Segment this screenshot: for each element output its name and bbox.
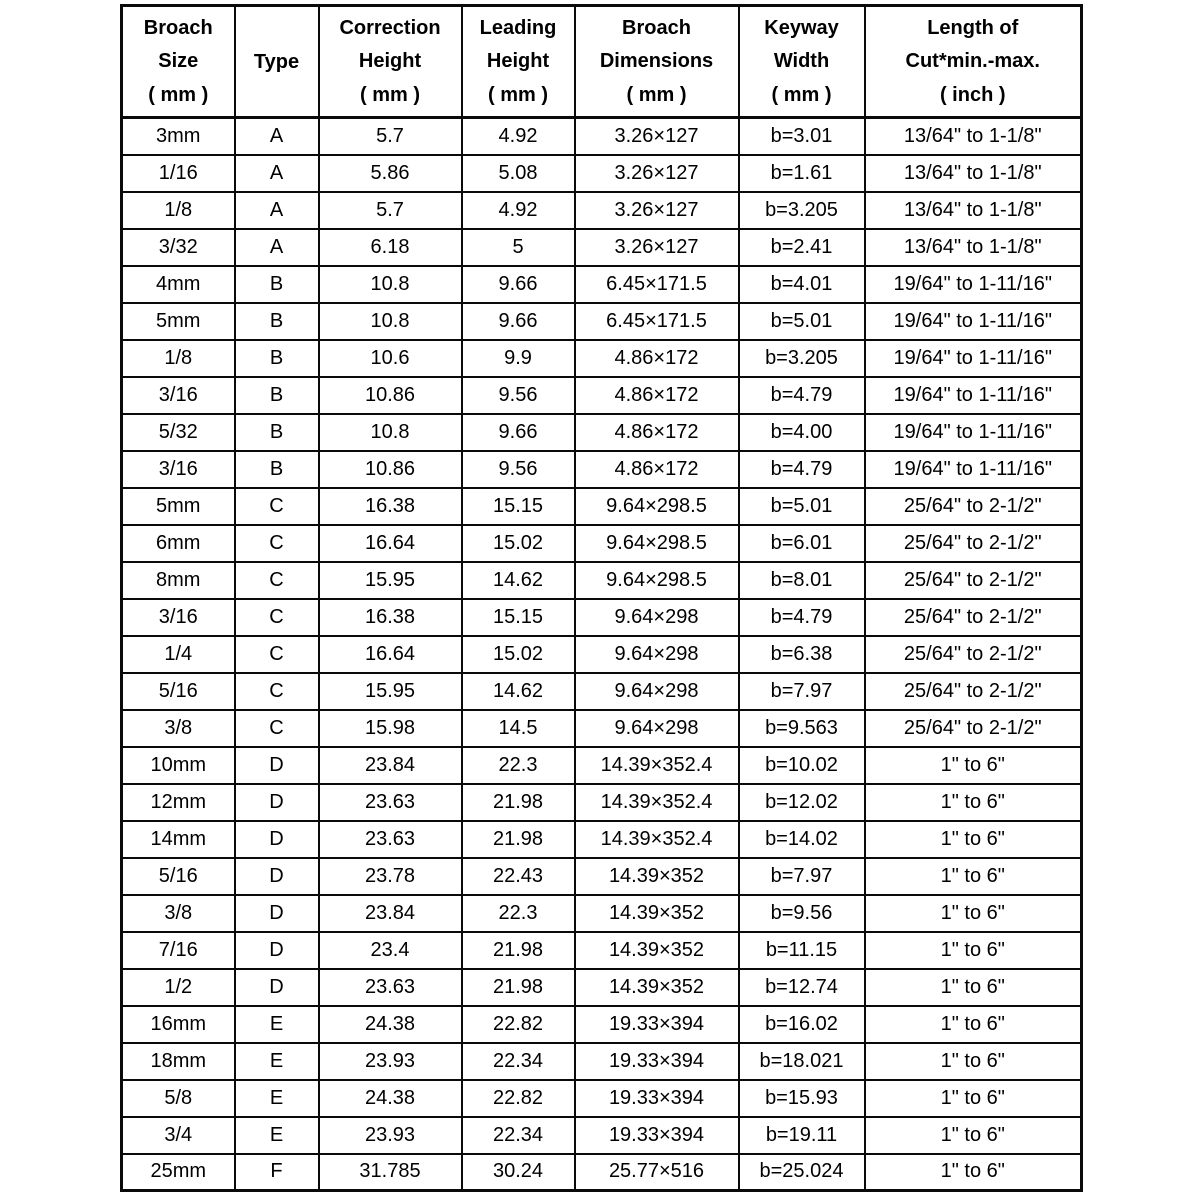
table-cell-broach_size: 3/8: [122, 895, 235, 932]
table-cell-leading_height: 15.15: [462, 599, 575, 636]
table-cell-broach_dimensions: 19.33×394: [575, 1006, 739, 1043]
table-cell-keyway_width: b=2.41: [739, 229, 865, 266]
table-cell-correction_height: 10.8: [319, 414, 462, 451]
table-cell-leading_height: 9.66: [462, 303, 575, 340]
table-cell-type: A: [235, 118, 319, 155]
table-cell-keyway_width: b=16.02: [739, 1006, 865, 1043]
table-cell-keyway_width: b=5.01: [739, 488, 865, 525]
table-cell-leading_height: 30.24: [462, 1154, 575, 1191]
table-cell-type: C: [235, 562, 319, 599]
table-cell-length_of_cut: 1" to 6": [865, 1006, 1082, 1043]
table-cell-length_of_cut: 19/64" to 1-11/16": [865, 303, 1082, 340]
table-cell-correction_height: 23.63: [319, 969, 462, 1006]
table-cell-leading_height: 14.62: [462, 673, 575, 710]
broach-spec-table: [120, 4, 1083, 1192]
table-cell-type: C: [235, 599, 319, 636]
header-line: Broach: [622, 16, 691, 39]
table-cell-type: C: [235, 488, 319, 525]
table-row: [122, 118, 1082, 155]
table-row: [122, 673, 1082, 710]
table-cell-correction_height: 23.84: [319, 895, 462, 932]
table-row: [122, 451, 1082, 488]
table-cell-correction_height: 5.86: [319, 155, 462, 192]
table-cell-correction_height: 6.18: [319, 229, 462, 266]
table-row: [122, 1043, 1082, 1080]
table-cell-length_of_cut: 25/64" to 2-1/2": [865, 636, 1082, 673]
table-cell-correction_height: 10.8: [319, 303, 462, 340]
table-cell-keyway_width: b=4.79: [739, 599, 865, 636]
table-cell-broach_dimensions: 3.26×127: [575, 229, 739, 266]
header-stack: [320, 7, 461, 116]
table-header: [122, 6, 1082, 118]
table-cell-correction_height: 31.785: [319, 1154, 462, 1191]
header-line: Dimensions: [599, 50, 714, 73]
table-cell-broach_dimensions: 14.39×352: [575, 969, 739, 1006]
table-cell-type: D: [235, 858, 319, 895]
table-cell-broach_size: 3/16: [122, 599, 235, 636]
table-cell-broach_size: 3/16: [122, 451, 235, 488]
table-cell-broach_size: 18mm: [122, 1043, 235, 1080]
table-row: [122, 1117, 1082, 1154]
table-cell-type: D: [235, 821, 319, 858]
table-cell-broach_size: 1/16: [122, 155, 235, 192]
header-line: ( mm ): [360, 84, 420, 107]
table-cell-broach_dimensions: 6.45×171.5: [575, 303, 739, 340]
table-cell-broach_dimensions: 4.86×172: [575, 414, 739, 451]
table-cell-keyway_width: b=4.01: [739, 266, 865, 303]
table-cell-correction_height: 24.38: [319, 1006, 462, 1043]
table-cell-keyway_width: b=18.021: [739, 1043, 865, 1080]
table-cell-length_of_cut: 1" to 6": [865, 1043, 1082, 1080]
table-cell-keyway_width: b=3.01: [739, 118, 865, 155]
table-cell-keyway_width: b=8.01: [739, 562, 865, 599]
table-cell-broach_size: 6mm: [122, 525, 235, 562]
table-cell-broach_dimensions: 6.45×171.5: [575, 266, 739, 303]
table-row: [122, 636, 1082, 673]
table-cell-type: B: [235, 340, 319, 377]
table-row: [122, 599, 1082, 636]
header-line: Leading: [479, 16, 557, 39]
header-stack: [463, 7, 574, 116]
table-cell-broach_dimensions: 3.26×127: [575, 192, 739, 229]
table-cell-length_of_cut: 25/64" to 2-1/2": [865, 525, 1082, 562]
table-cell-type: C: [235, 636, 319, 673]
header-line: Length of: [927, 16, 1019, 39]
table-cell-correction_height: 23.63: [319, 821, 462, 858]
table-cell-leading_height: 22.3: [462, 895, 575, 932]
header-row: [122, 6, 1082, 118]
table-cell-length_of_cut: 1" to 6": [865, 1117, 1082, 1154]
table-cell-correction_height: 10.8: [319, 266, 462, 303]
table-cell-keyway_width: b=5.01: [739, 303, 865, 340]
table-cell-keyway_width: b=9.563: [739, 710, 865, 747]
table-cell-broach_dimensions: 9.64×298: [575, 636, 739, 673]
table-cell-leading_height: 22.82: [462, 1006, 575, 1043]
table-cell-correction_height: 23.93: [319, 1117, 462, 1154]
header-line: ( inch ): [939, 84, 1006, 107]
table-cell-type: A: [235, 155, 319, 192]
table-cell-keyway_width: b=15.93: [739, 1080, 865, 1117]
table-cell-keyway_width: b=10.02: [739, 747, 865, 784]
table-row: [122, 303, 1082, 340]
table-cell-length_of_cut: 19/64" to 1-11/16": [865, 266, 1082, 303]
table-cell-correction_height: 15.95: [319, 673, 462, 710]
table-cell-keyway_width: b=9.56: [739, 895, 865, 932]
table-cell-correction_height: 23.63: [319, 784, 462, 821]
table-cell-broach_dimensions: 14.39×352.4: [575, 784, 739, 821]
table-cell-broach_dimensions: 3.26×127: [575, 118, 739, 155]
table-row: [122, 525, 1082, 562]
table-row: [122, 1154, 1082, 1191]
table-cell-broach_size: 5/16: [122, 858, 235, 895]
table-cell-broach_size: 4mm: [122, 266, 235, 303]
table-cell-keyway_width: b=4.79: [739, 451, 865, 488]
header-line: Width: [773, 50, 830, 73]
table-row: [122, 488, 1082, 525]
table-cell-broach_size: 7/16: [122, 932, 235, 969]
column-header-correction_height: [319, 6, 462, 118]
column-header-broach_size: [122, 6, 235, 118]
table-cell-broach_size: 1/8: [122, 192, 235, 229]
table-cell-type: E: [235, 1043, 319, 1080]
table-cell-broach_size: 5mm: [122, 303, 235, 340]
table-cell-broach_size: 10mm: [122, 747, 235, 784]
table-cell-broach_size: 12mm: [122, 784, 235, 821]
table-cell-type: A: [235, 192, 319, 229]
header-line: Cut*min.-max.: [905, 50, 1040, 73]
table-cell-broach_dimensions: 3.26×127: [575, 155, 739, 192]
table-cell-broach_size: 1/2: [122, 969, 235, 1006]
header-stack: [123, 7, 234, 116]
table-cell-keyway_width: b=6.38: [739, 636, 865, 673]
table-cell-length_of_cut: 1" to 6": [865, 858, 1082, 895]
table-cell-broach_size: 3mm: [122, 118, 235, 155]
table-cell-type: B: [235, 303, 319, 340]
table-cell-length_of_cut: 19/64" to 1-11/16": [865, 414, 1082, 451]
table-cell-length_of_cut: 1" to 6": [865, 895, 1082, 932]
table-cell-keyway_width: b=7.97: [739, 858, 865, 895]
table-cell-broach_size: 5mm: [122, 488, 235, 525]
table-cell-type: B: [235, 414, 319, 451]
table-cell-length_of_cut: 25/64" to 2-1/2": [865, 673, 1082, 710]
table-cell-broach_dimensions: 14.39×352: [575, 932, 739, 969]
table-cell-correction_height: 23.78: [319, 858, 462, 895]
table-row: [122, 858, 1082, 895]
table-cell-keyway_width: b=11.15: [739, 932, 865, 969]
table-cell-leading_height: 15.02: [462, 636, 575, 673]
column-header-keyway_width: [739, 6, 865, 118]
table-cell-correction_height: 5.7: [319, 192, 462, 229]
header-line: Broach: [143, 16, 213, 39]
table-row: [122, 895, 1082, 932]
table-cell-correction_height: 15.95: [319, 562, 462, 599]
header-stack: [740, 7, 864, 116]
table-cell-correction_height: 10.86: [319, 451, 462, 488]
table-cell-length_of_cut: 1" to 6": [865, 969, 1082, 1006]
table-row: [122, 562, 1082, 599]
table-cell-type: C: [235, 673, 319, 710]
table-cell-leading_height: 21.98: [462, 821, 575, 858]
table-cell-broach_dimensions: 19.33×394: [575, 1117, 739, 1154]
table-cell-leading_height: 14.62: [462, 562, 575, 599]
header-line: Height: [358, 50, 422, 73]
table-cell-leading_height: 21.98: [462, 969, 575, 1006]
table-cell-type: E: [235, 1117, 319, 1154]
table-row: [122, 710, 1082, 747]
table-cell-keyway_width: b=3.205: [739, 192, 865, 229]
header-line: Keyway: [764, 16, 839, 39]
header-line: Type: [253, 50, 300, 73]
table-cell-type: D: [235, 747, 319, 784]
header-line: ( mm ): [771, 84, 832, 107]
table-cell-type: C: [235, 710, 319, 747]
table-cell-correction_height: 23.84: [319, 747, 462, 784]
table-row: [122, 340, 1082, 377]
table-cell-broach_dimensions: 19.33×394: [575, 1043, 739, 1080]
table-row: [122, 414, 1082, 451]
table-cell-leading_height: 22.82: [462, 1080, 575, 1117]
table-cell-leading_height: 9.56: [462, 451, 575, 488]
column-header-type: [235, 6, 319, 118]
table-body: [122, 118, 1082, 1191]
header-line: Size: [158, 50, 199, 73]
table-cell-type: E: [235, 1006, 319, 1043]
table-cell-correction_height: 16.64: [319, 636, 462, 673]
table-cell-type: D: [235, 784, 319, 821]
table-row: [122, 192, 1082, 229]
header-stack: [236, 7, 318, 116]
table-cell-length_of_cut: 13/64" to 1-1/8": [865, 118, 1082, 155]
table-cell-broach_dimensions: 4.86×172: [575, 451, 739, 488]
table-cell-length_of_cut: 1" to 6": [865, 1080, 1082, 1117]
table-cell-leading_height: 9.66: [462, 266, 575, 303]
table-row: [122, 266, 1082, 303]
table-cell-correction_height: 15.98: [319, 710, 462, 747]
table-cell-broach_size: 14mm: [122, 821, 235, 858]
table-cell-leading_height: 5.08: [462, 155, 575, 192]
table-cell-broach_dimensions: 14.39×352.4: [575, 821, 739, 858]
table-cell-leading_height: 15.02: [462, 525, 575, 562]
table-cell-broach_dimensions: 9.64×298.5: [575, 488, 739, 525]
column-header-broach_dimensions: [575, 6, 739, 118]
table-cell-correction_height: 10.86: [319, 377, 462, 414]
table-row: [122, 1080, 1082, 1117]
table-cell-leading_height: 9.66: [462, 414, 575, 451]
table-cell-length_of_cut: 25/64" to 2-1/2": [865, 562, 1082, 599]
column-header-length_of_cut: [865, 6, 1082, 118]
table-cell-keyway_width: b=12.02: [739, 784, 865, 821]
table-cell-length_of_cut: 19/64" to 1-11/16": [865, 451, 1082, 488]
table-cell-type: D: [235, 932, 319, 969]
header-line: ( mm ): [148, 84, 209, 107]
table-cell-leading_height: 5: [462, 229, 575, 266]
table-cell-leading_height: 14.5: [462, 710, 575, 747]
table-cell-keyway_width: b=25.024: [739, 1154, 865, 1191]
table-cell-type: A: [235, 229, 319, 266]
table-cell-type: B: [235, 451, 319, 488]
table-cell-leading_height: 21.98: [462, 932, 575, 969]
table-cell-leading_height: 22.34: [462, 1117, 575, 1154]
table-row: [122, 747, 1082, 784]
header-line: ( mm ): [626, 84, 687, 107]
table-cell-broach_size: 8mm: [122, 562, 235, 599]
table-cell-type: B: [235, 377, 319, 414]
table-row: [122, 229, 1082, 266]
table-cell-leading_height: 4.92: [462, 118, 575, 155]
header-stack: [866, 7, 1081, 116]
table-cell-keyway_width: b=1.61: [739, 155, 865, 192]
table-row: [122, 377, 1082, 414]
table-cell-length_of_cut: 13/64" to 1-1/8": [865, 192, 1082, 229]
table-cell-leading_height: 21.98: [462, 784, 575, 821]
table-cell-correction_height: 16.38: [319, 599, 462, 636]
header-line: ( mm ): [488, 84, 548, 107]
header-line: Correction: [339, 16, 441, 39]
table-cell-type: D: [235, 969, 319, 1006]
table-cell-correction_height: 23.93: [319, 1043, 462, 1080]
table-cell-length_of_cut: 1" to 6": [865, 747, 1082, 784]
table-cell-broach_dimensions: 9.64×298: [575, 710, 739, 747]
table-cell-leading_height: 4.92: [462, 192, 575, 229]
table-row: [122, 155, 1082, 192]
table-cell-type: B: [235, 266, 319, 303]
table-cell-broach_dimensions: 14.39×352.4: [575, 747, 739, 784]
table-cell-length_of_cut: 25/64" to 2-1/2": [865, 488, 1082, 525]
table-cell-broach_size: 25mm: [122, 1154, 235, 1191]
table-cell-broach_size: 1/4: [122, 636, 235, 673]
table-row: [122, 969, 1082, 1006]
table-cell-correction_height: 24.38: [319, 1080, 462, 1117]
table-cell-length_of_cut: 1" to 6": [865, 784, 1082, 821]
table-cell-correction_height: 23.4: [319, 932, 462, 969]
table-cell-correction_height: 10.6: [319, 340, 462, 377]
table-cell-keyway_width: b=7.97: [739, 673, 865, 710]
table-cell-broach_size: 5/8: [122, 1080, 235, 1117]
table-cell-broach_size: 5/32: [122, 414, 235, 451]
table-cell-length_of_cut: 13/64" to 1-1/8": [865, 155, 1082, 192]
table-cell-length_of_cut: 1" to 6": [865, 1154, 1082, 1191]
table-cell-keyway_width: b=6.01: [739, 525, 865, 562]
table-cell-keyway_width: b=3.205: [739, 340, 865, 377]
table-cell-correction_height: 16.64: [319, 525, 462, 562]
table-cell-keyway_width: b=4.00: [739, 414, 865, 451]
table-cell-leading_height: 9.56: [462, 377, 575, 414]
table-cell-broach_size: 3/16: [122, 377, 235, 414]
table-cell-broach_size: 3/32: [122, 229, 235, 266]
table-cell-leading_height: 22.3: [462, 747, 575, 784]
table-cell-type: C: [235, 525, 319, 562]
table-cell-correction_height: 16.38: [319, 488, 462, 525]
table-cell-keyway_width: b=4.79: [739, 377, 865, 414]
header-stack: [576, 7, 738, 116]
table-row: [122, 821, 1082, 858]
table-row: [122, 932, 1082, 969]
table-row: [122, 784, 1082, 821]
table-cell-broach_dimensions: 9.64×298.5: [575, 562, 739, 599]
column-header-leading_height: [462, 6, 575, 118]
table-cell-type: E: [235, 1080, 319, 1117]
table-cell-broach_dimensions: 25.77×516: [575, 1154, 739, 1191]
table-cell-broach_dimensions: 9.64×298: [575, 599, 739, 636]
table-cell-broach_dimensions: 4.86×172: [575, 340, 739, 377]
table-cell-broach_dimensions: 19.33×394: [575, 1080, 739, 1117]
table-cell-broach_dimensions: 14.39×352: [575, 858, 739, 895]
table-cell-type: F: [235, 1154, 319, 1191]
table-cell-broach_dimensions: 4.86×172: [575, 377, 739, 414]
table-cell-keyway_width: b=12.74: [739, 969, 865, 1006]
table-cell-broach_dimensions: 9.64×298.5: [575, 525, 739, 562]
table-cell-length_of_cut: 25/64" to 2-1/2": [865, 710, 1082, 747]
table-cell-length_of_cut: 19/64" to 1-11/16": [865, 377, 1082, 414]
table-cell-broach_size: 1/8: [122, 340, 235, 377]
table-row: [122, 1006, 1082, 1043]
table-cell-broach_size: 3/8: [122, 710, 235, 747]
table-cell-length_of_cut: 25/64" to 2-1/2": [865, 599, 1082, 636]
table-cell-keyway_width: b=14.02: [739, 821, 865, 858]
table-cell-broach_dimensions: 9.64×298: [575, 673, 739, 710]
header-line: Height: [486, 50, 550, 73]
table-cell-broach_size: 16mm: [122, 1006, 235, 1043]
table-cell-keyway_width: b=19.11: [739, 1117, 865, 1154]
table-cell-leading_height: 22.34: [462, 1043, 575, 1080]
table-cell-length_of_cut: 1" to 6": [865, 821, 1082, 858]
table-cell-broach_size: 3/4: [122, 1117, 235, 1154]
table-cell-length_of_cut: 1" to 6": [865, 932, 1082, 969]
table-cell-broach_size: 5/16: [122, 673, 235, 710]
table-cell-leading_height: 15.15: [462, 488, 575, 525]
table-cell-type: D: [235, 895, 319, 932]
table-cell-broach_dimensions: 14.39×352: [575, 895, 739, 932]
table-cell-length_of_cut: 13/64" to 1-1/8": [865, 229, 1082, 266]
table-cell-length_of_cut: 19/64" to 1-11/16": [865, 340, 1082, 377]
table-cell-leading_height: 22.43: [462, 858, 575, 895]
table-cell-leading_height: 9.9: [462, 340, 575, 377]
table-cell-correction_height: 5.7: [319, 118, 462, 155]
